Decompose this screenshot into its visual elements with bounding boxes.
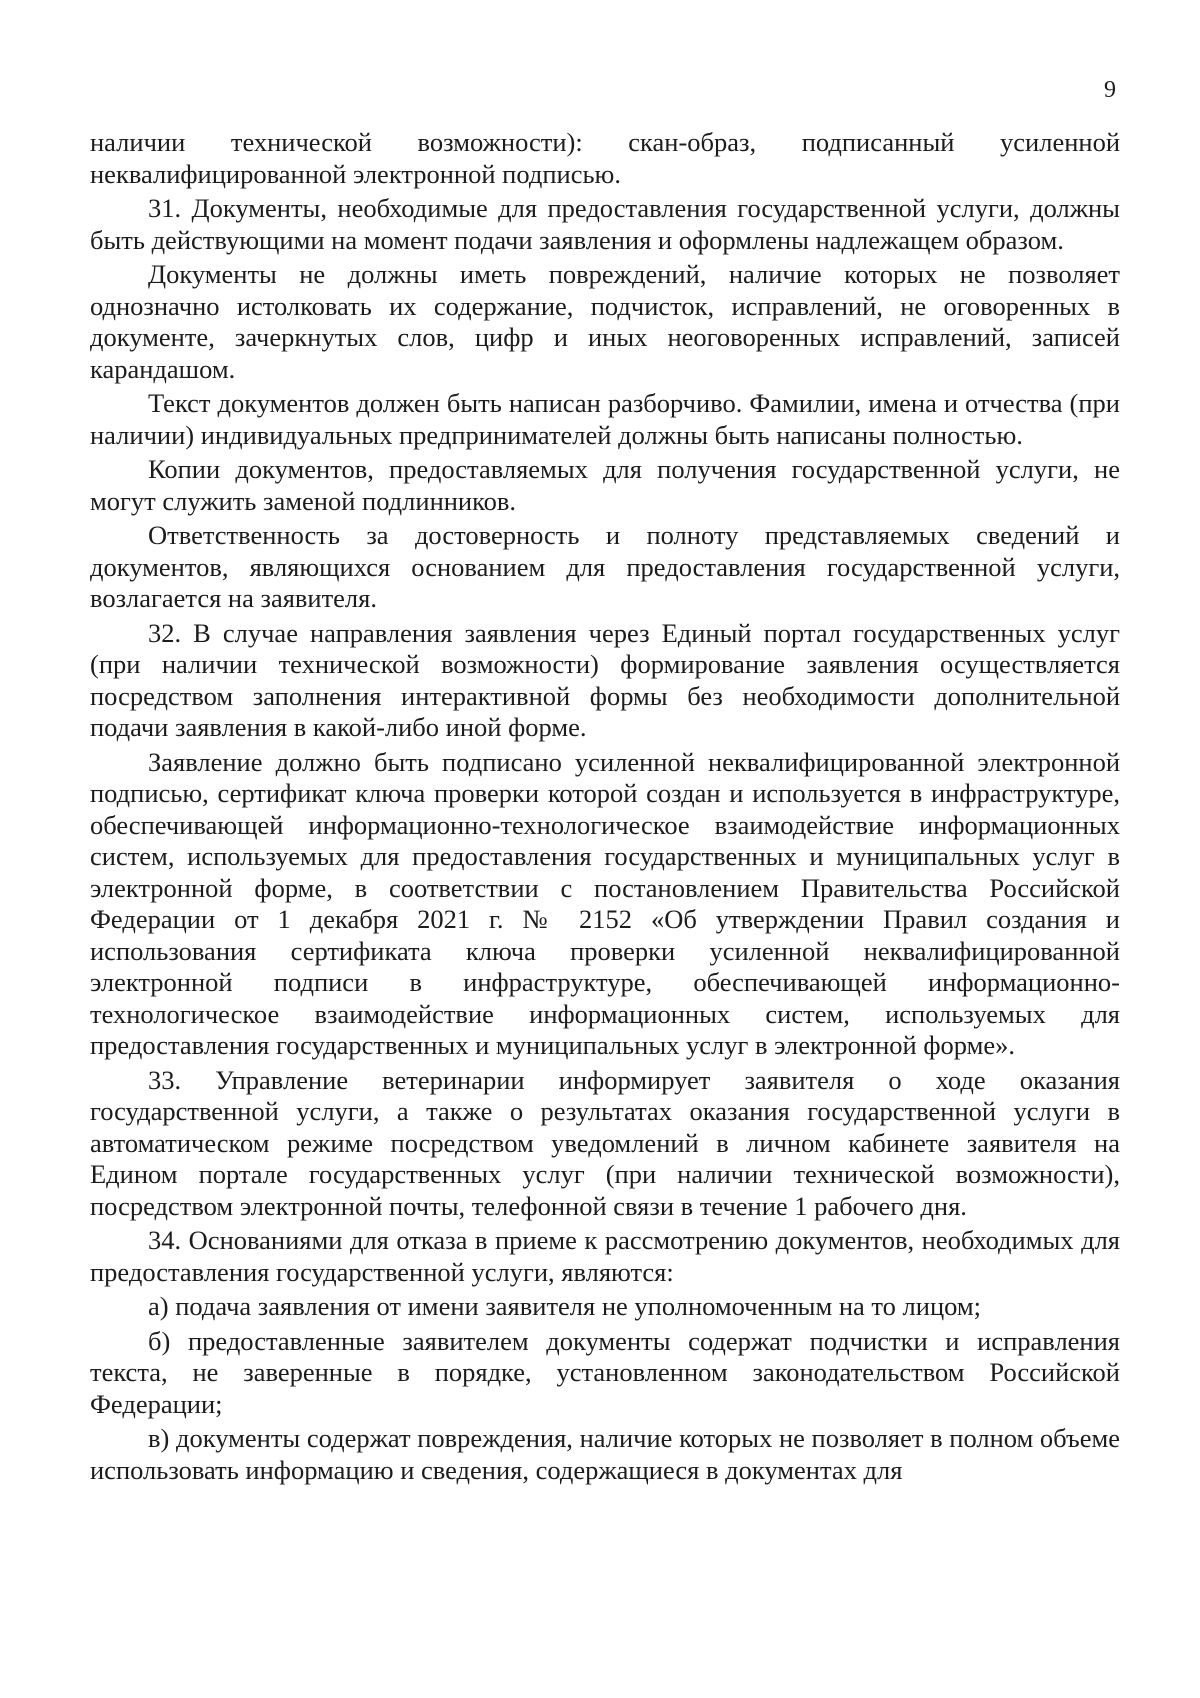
- paragraph-damage-requirements: Документы не должны иметь повреждений, наличие которых не позволяет однозначно истолковать их содержание, подчисток, исправлений, не оговоренных в документе, зачеркнутых слов, цифр и иных неоговоренных исправлений, записей карандашом.: [90, 259, 1120, 384]
- paragraph-responsibility: Ответственность за достоверность и полноту представляемых сведений и документов, являющихся основанием для предоставления государственной услуги, возлагается на заявителя.: [90, 520, 1120, 613]
- paragraph-item-31: 31. Документы, необходимые для предоставления государственной услуги, должны быть действующими на момент подачи заявления и оформлены надлежащем образом.: [90, 193, 1120, 255]
- paragraph-item-33: 33. Управление ветеринарии информирует заявителя о ходе оказания государственной услуги, а также о результатах оказания государственной услуги в автоматическом режиме посредством уведомлений в личном кабинете заявителя на Едином портале государственных услуг (при наличии технической возможности), посредством электронной почты, телефонной связи в течение 1 рабочего дня.: [90, 1064, 1120, 1221]
- paragraph-continuation: наличии технической возможности): скан-образ, подписанный усиленной неквалифицированной электронной подписью.: [90, 127, 1120, 189]
- paragraph-legibility: Текст документов должен быть написан разборчиво. Фамилии, имена и отчества (при наличии) индивидуальных предпринимателей должны быть написаны полностью.: [90, 388, 1120, 450]
- list-item-v: в) документы содержат повреждения, наличие которых не позволяет в полном объеме использовать информацию и сведения, содержащиеся в документах для: [90, 1423, 1120, 1485]
- list-item-b: б) предоставленные заявителем документы содержат подчистки и исправления текста, не заверенные в порядке, установленном законодательством Российской Федерации;: [90, 1325, 1120, 1419]
- paragraph-copies: Копии документов, предоставляемых для получения государственной услуги, не могут служить заменой подлинников.: [90, 454, 1120, 516]
- paragraph-item-32: 32. В случае направления заявления через Единый портал государственных услуг (при наличии технической возможности) формирование заявления осуществляется посредством заполнения интерактивной формы без необходимости дополнительной подачи заявления в какой-либо иной форме.: [90, 617, 1120, 742]
- list-item-a: а) подача заявления от имени заявителя не уполномоченным на то лицом;: [148, 1291, 982, 1321]
- paragraph-signature: Заявление должно быть подписано усиленной неквалифицированной электронной подписью, сертификат ключа проверки которой создан и используется в инфраструктуре, обеспечивающей информационно-технологическое взаимодействие информационных систем, используемых для предоставления государственных и муниципальных услуг в электронной форме, в соответствии с постановлением Правительства Российской Федерации от 1 декабря 2021 г. № 2152 «Об утверждении Правил создания и использования сертификата ключа проверки усиленной неквалифицированной электронной подписи в инфраструктуре, обеспечивающей информационно-технологическое взаимодействие информационных систем, используемых для предоставления государственных и муниципальных услуг в электронной форме».: [90, 746, 1120, 1060]
- page-number: 9: [1104, 77, 1116, 103]
- paragraph-item-34: 34. Основаниями для отказа в приеме к рассмотрению документов, необходимых для предоставления государственной услуги, являются:: [90, 1225, 1120, 1287]
- document-body: [90, 127, 1120, 1489]
